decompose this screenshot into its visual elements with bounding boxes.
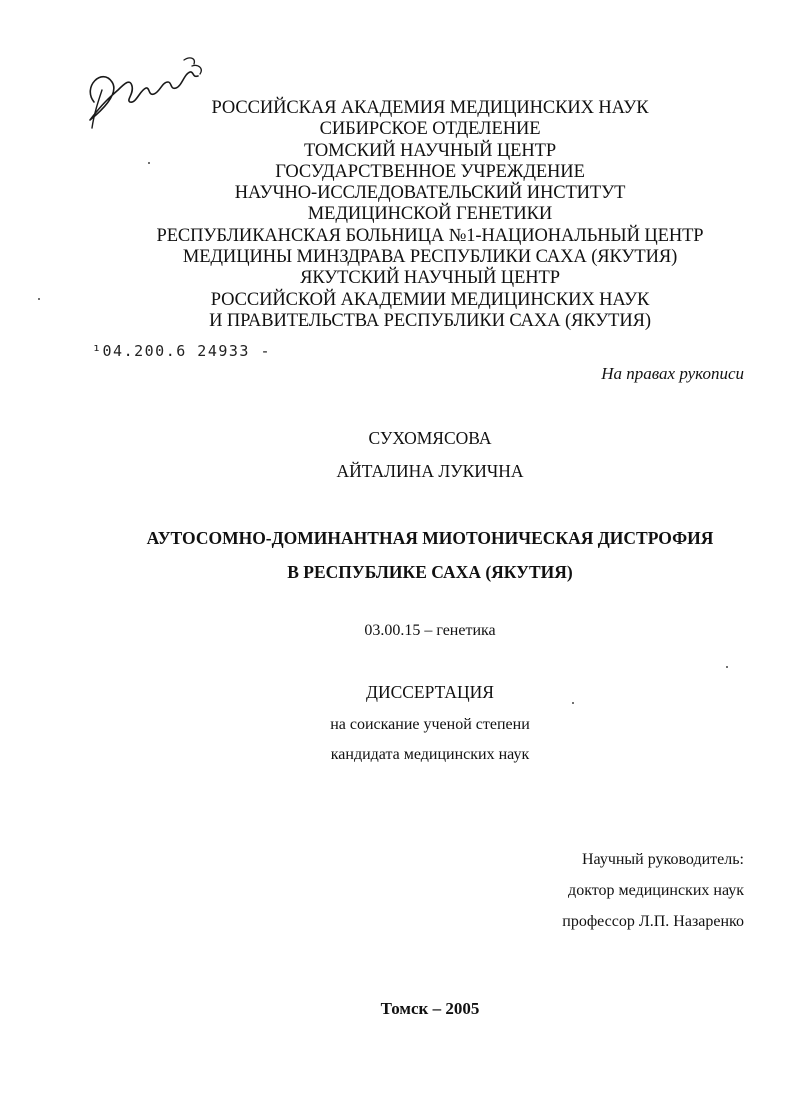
supervisor-label: Научный руководитель: — [581, 851, 744, 868]
header-line: ЯКУТСКИЙ НАУЧНЫЙ ЦЕНТР — [300, 268, 560, 289]
dissertation-type: ДИССЕРТАЦИЯ — [366, 682, 494, 702]
dissertation-degree: кандидата медицинских наук — [330, 746, 530, 763]
header-line: ГОСУДАРСТВЕННОЕ УЧРЕЖДЕНИЕ — [275, 161, 585, 182]
scan-speck — [726, 666, 728, 668]
header-line: МЕДИЦИНСКОЙ ГЕНЕТИКИ — [307, 204, 553, 225]
author-last-name: СУХОМЯСОВА — [368, 428, 492, 448]
header-line: СИБИРСКОЕ ОТДЕЛЕНИЕ — [319, 119, 541, 140]
header-line: НАУЧНО-ИССЛЕДОВАТЕЛЬСКИЙ ИНСТИТУТ — [234, 183, 626, 204]
specialty-code: 03.00.15 – генетика — [364, 622, 496, 639]
supervisor-block — [562, 844, 744, 937]
manuscript-note: На правах рукописи — [601, 364, 744, 383]
header-line: РЕСПУБЛИКАНСКАЯ БОЛЬНИЦА №1-НАЦИОНАЛЬНЫЙ ЦЕНТР — [156, 225, 704, 246]
header-line: И ПРАВИТЕЛЬСТВА РЕСПУБЛИКИ САХА (ЯКУТИЯ) — [209, 310, 651, 331]
header-line: РОССИЙСКОЙ АКАДЕМИИ МЕДИЦИНСКИХ НАУК — [210, 289, 650, 310]
registration-stamp-number: ¹04.200.6 24933 - — [92, 342, 272, 360]
header-line: МЕДИЦИНЫ МИНЗДРАВА РЕСПУБЛИКИ САХА (ЯКУТИЯ) — [182, 247, 678, 268]
supervisor-name: профессор Л.П. Назаренко — [562, 913, 744, 930]
institution-header — [120, 98, 740, 332]
title-line: АУТОСОМНО-ДОМИНАНТНАЯ МИОТОНИЧЕСКАЯ ДИСТРОФИЯ — [146, 528, 714, 548]
supervisor-degree: доктор медицинских наук — [568, 882, 744, 899]
header-line: РОССИЙСКАЯ АКАДЕМИЯ МЕДИЦИНСКИХ НАУК — [211, 98, 649, 118]
scan-speck — [38, 298, 40, 300]
title-line: В РЕСПУБЛИКЕ САХА (ЯКУТИЯ) — [287, 562, 573, 582]
city-year: Томск – 2005 — [380, 999, 480, 1018]
scan-speck — [148, 162, 150, 164]
dissertation-purpose: на соискание ученой степени — [330, 716, 530, 733]
author-first-names: АЙТАЛИНА ЛУКИЧНА — [336, 461, 524, 481]
dissertation-title — [0, 521, 796, 589]
header-line: ТОМСКИЙ НАУЧНЫЙ ЦЕНТР — [303, 140, 557, 161]
scan-speck — [572, 702, 574, 704]
